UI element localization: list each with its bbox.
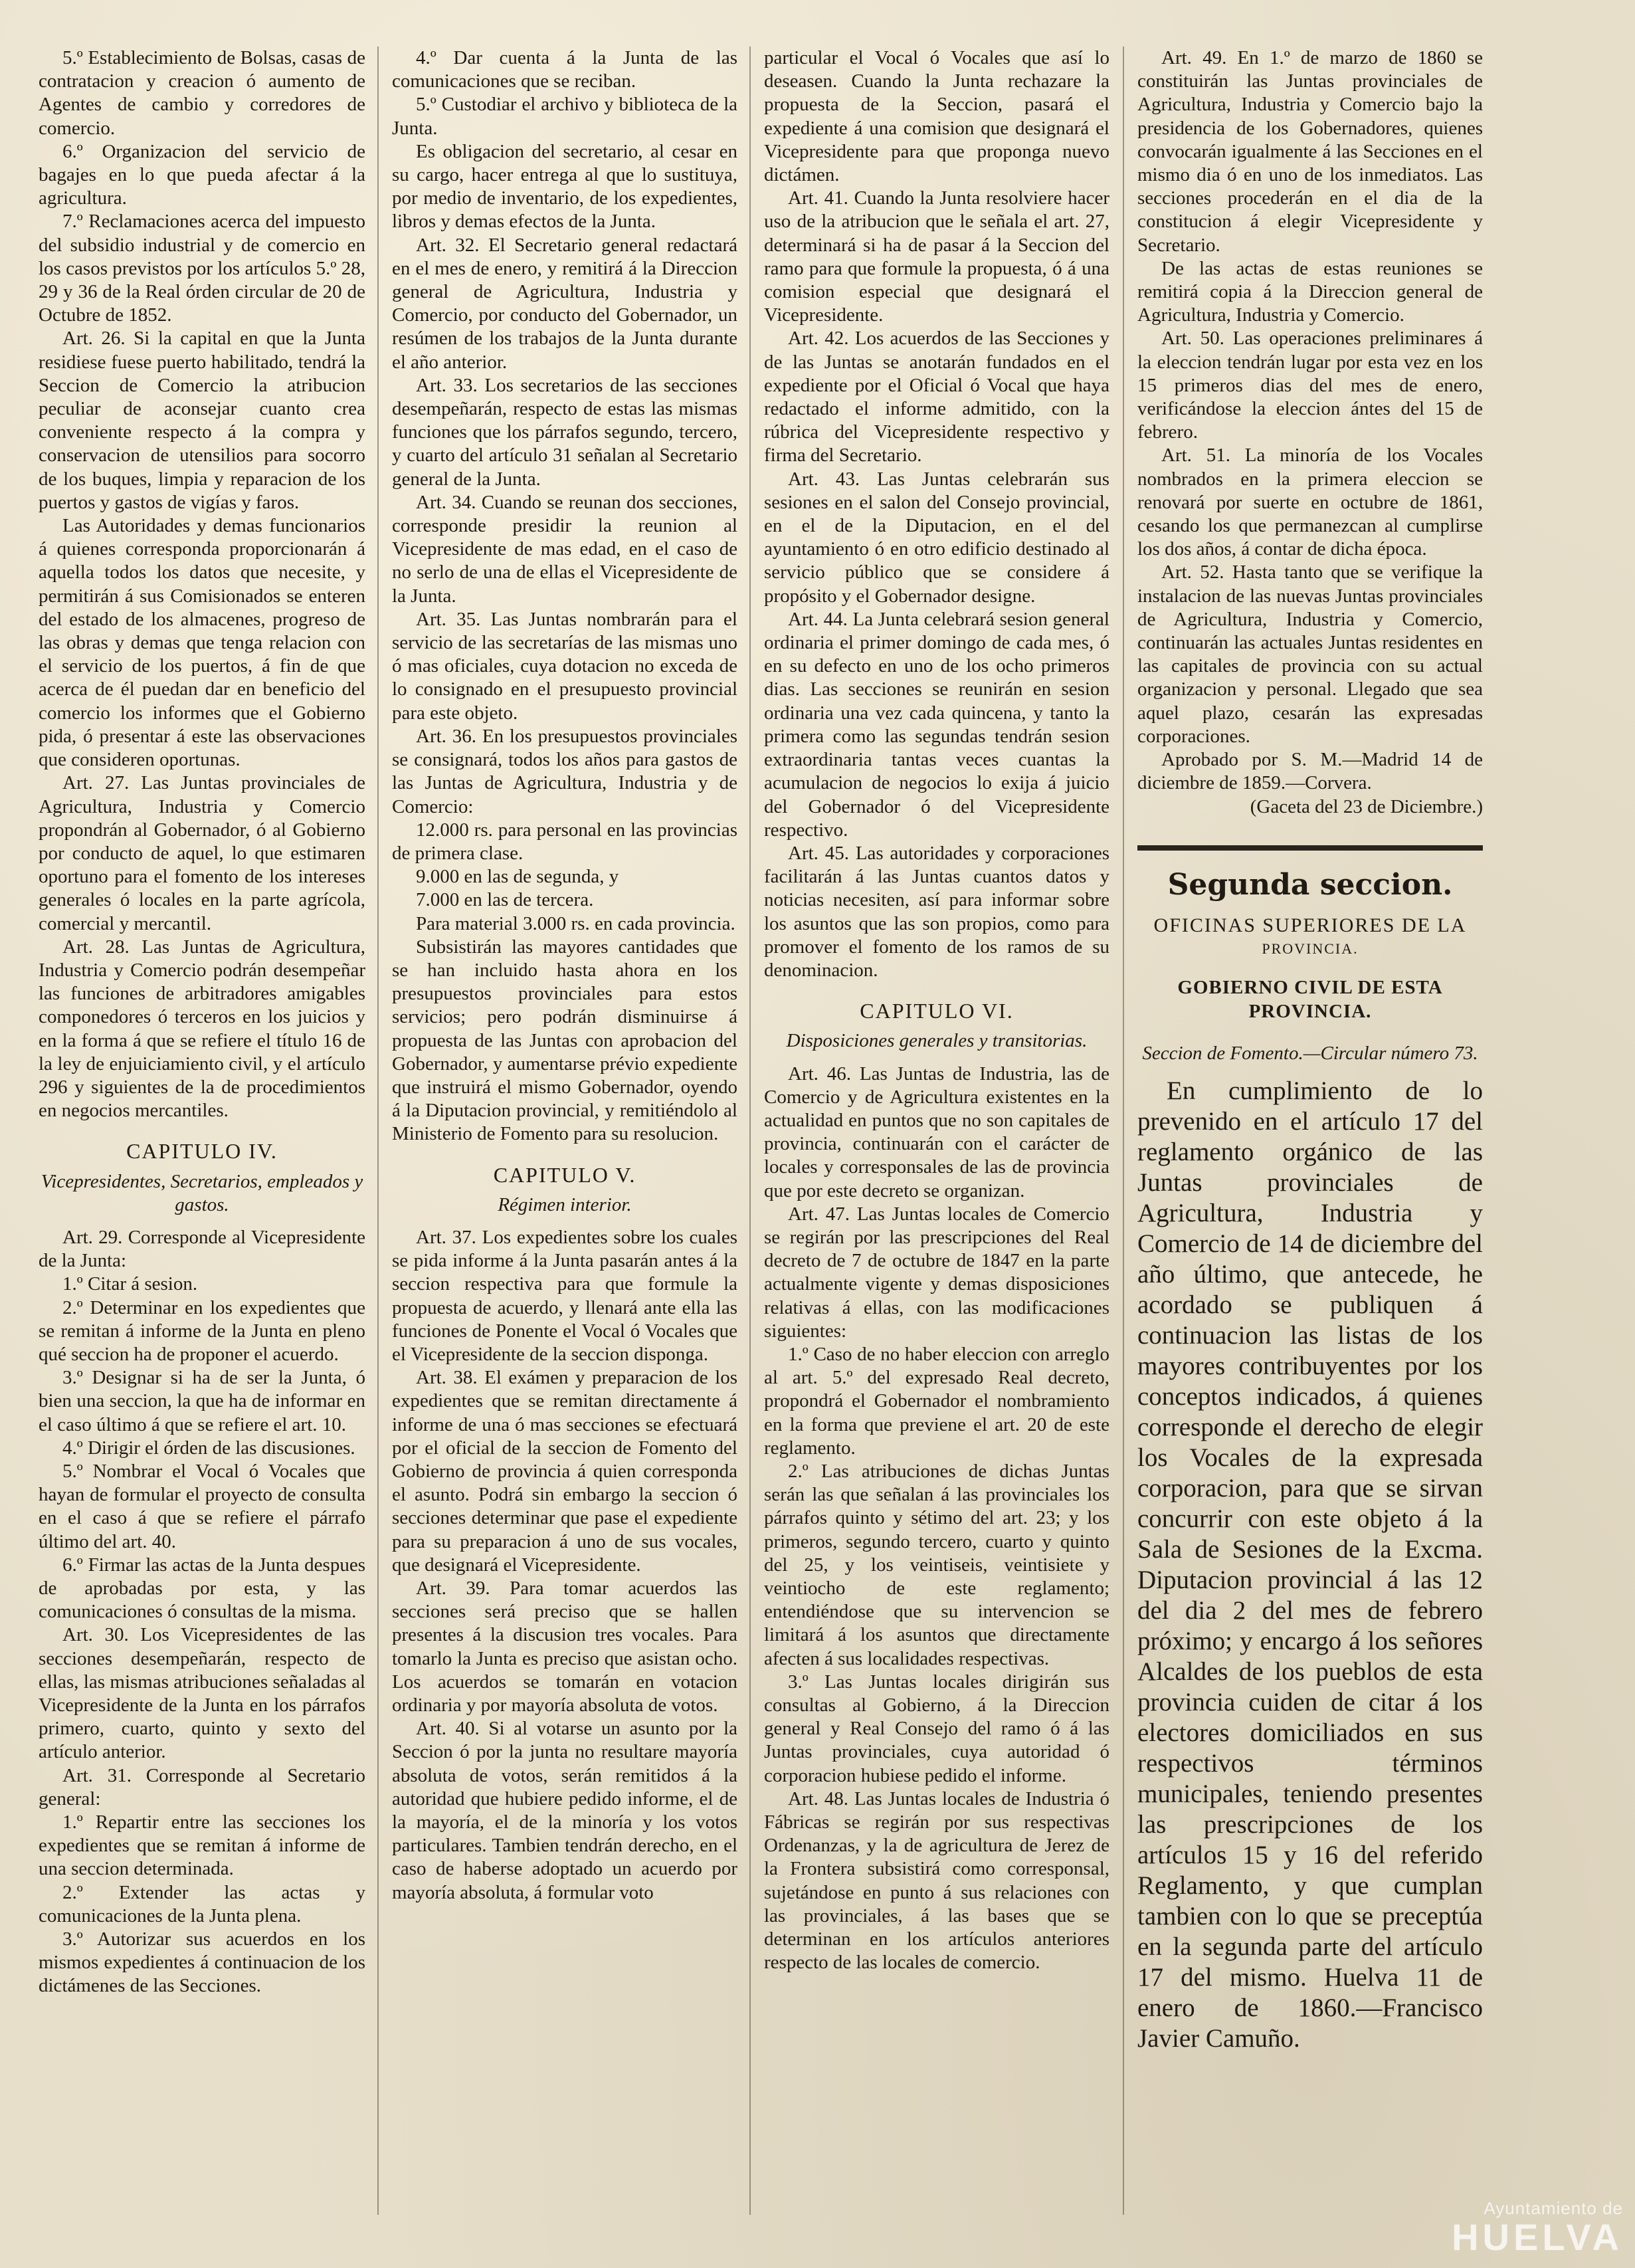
paragraph: 7.º Reclamaciones acerca del impuesto del subsidio industrial y de comercio en los casos previstos por los artículos 5.º 28, 29 y 36 de la Real órden circular de 20 de Octubre de 1852. [39, 211, 365, 326]
paragraph: 5.º Establecimiento de Bolsas, casas de contratacion y creacion ó aumento de Agentes de cambio y corredores de comercio. [39, 47, 365, 139]
paragraph: 4.º Dar cuenta á la Junta de las comunicaciones que se reciban. [392, 47, 737, 92]
paragraph: 2.º Determinar en los expedientes que se remitan á informe de la Junta en pleno qué seccion ha de proponer el acuerdo. [39, 1296, 365, 1365]
paragraph: 3.º Las Juntas locales dirigirán sus consultas al Gobierno, á la Direccion general y Real Consejo del ramo ó á las Juntas provinciales, cuya autoridad ó corporacion hubiese pedido el informe. [764, 1671, 1109, 1786]
paragraph: Para material 3.000 rs. en cada provincia. [416, 912, 735, 934]
column-1 [39, 47, 365, 2241]
column-4 [1137, 47, 1483, 2241]
paragraph: Subsistirán las mayores cantidades que se han incluido hasta ahora en los presupuestos provinciales para estos servicios; pero podrán disminuirse á propuesta de las Juntas con aprobacion del Gobernador, y aumentarse prévio expediente que instruirá el mismo Gobernador, oyendo á la Diputacion provincial, y remitiéndolo al Ministerio de Fomento para su resolucion. [392, 936, 737, 1145]
paragraph: 3.º Designar si ha de ser la Junta, ó bien una seccion, la que ha de informar en el caso último á que se refiere el art. 10. [39, 1367, 365, 1435]
paragraph: Art. 43. Las Juntas celebrarán sus sesiones en el salon del Consejo provincial, en el de la Diputacion, en el del ayuntamiento ó en otro edificio destinado al servicio público que se considere á propósito y el Gobernador designe. [764, 468, 1109, 607]
chapter-title: CAPITULO VI. [860, 999, 1014, 1023]
paragraph: 2.º Extender las actas y comunicaciones de la Junta plena. [39, 1881, 365, 1926]
paragraph: Art. 47. Las Juntas locales de Comercio se regirán por las prescripciones del Real decreto de 7 de octubre de 1847 en la parte actualmente vigente y demas disposiciones relativas á ellas, con las modificaciones siguientes: [764, 1203, 1109, 1342]
paragraph: Art. 36. En los presupuestos provinciales se consignará, todos los años para gastos de las Juntas de Agricultura, Industria y de Comercio: [392, 725, 737, 817]
paragraph: Art. 46. Las Juntas de Industria, las de Comercio y de Agricultura existentes en la actualidad en puntos que no son capitales de provincia, continuarán con el carácter de locales y corresponsales de las de provincia que por este decreto se organizan. [764, 1063, 1109, 1201]
paragraph: Art. 33. Los secretarios de las secciones desempeñarán, respecto de estas las mismas funciones que los párrafos segundo, tercero, y cuarto del artículo 31 señalan al Secretario general de la Junta. [392, 374, 737, 490]
paragraph: Es obligacion del secretario, al cesar en su cargo, hacer entrega al que lo sustituya, por medio de inventario, de los expedientes, libros y demas efectos de la Junta. [392, 140, 737, 233]
paragraph: Art. 27. Las Juntas provinciales de Agricultura, Industria y Comercio propondrán al Gobernador, ó al Gobierno por conducto de aquel, lo que estimaren oportuno para el fomento de los intereses generales ó locales en la parte agrícola, comercial y mercantil. [39, 772, 365, 934]
paragraph: particular el Vocal ó Vocales que así lo deseasen. Cuando la Junta rechazare la propuesta de la Seccion, pasará el expediente á una comision que designará el Vicepresidente para que proponga nuevo dictámen. [764, 47, 1109, 186]
paragraph: Art. 52. Hasta tanto que se verifique la instalacion de las nuevas Juntas provinciales de Agricultura, Industria y Comercio, continuarán las actuales Juntas residentes en las capitales de provincia con su actual organizacion y personal. Llegado que sea aquel plazo, cesarán las expresadas corporaciones. [1137, 562, 1483, 747]
paragraph: 6.º Organizacion del servicio de bagajes en lo que pueda afectar á la agricultura. [39, 140, 365, 209]
chapter-title: CAPITULO IV. [126, 1139, 278, 1164]
paragraph: Art. 39. Para tomar acuerdos las secciones será preciso que se hallen presentes á la discusion tres vocales. Para tomarlo la Junta es preciso que asistan ocho. Los acuerdos se tomarán en votacion ordinaria y por mayoría absoluta de votos. [392, 1578, 737, 1716]
paragraph: De las actas de estas reuniones se remitirá copia á la Direccion general de Agricultura, Industria y Comercio. [1137, 257, 1483, 326]
paragraph: Art. 34. Cuando se reunan dos secciones, corresponde presidir la reunion al Vicepresidente de mas edad, en el caso de no serlo de una de ellas el Vicepresidente de la Junta. [392, 491, 737, 607]
section-divider [1137, 845, 1483, 851]
column-rule [377, 47, 379, 2215]
paragraph: Art. 50. Las operaciones preliminares á la eleccion tendrán lugar por esta vez en los 15 primeros dias del mes de enero, verificándose la eleccion ántes del 15 de febrero. [1137, 328, 1483, 443]
office-heading: OFICINAS SUPERIORES DE LA [1153, 914, 1467, 936]
paragraph: 4.º Dirigir el órden de las discusiones. [62, 1437, 355, 1459]
column-2 [392, 47, 737, 2241]
paragraph: 5.º Custodiar el archivo y biblioteca de la Junta. [392, 94, 737, 139]
paragraph: Art. 49. En 1.º de marzo de 1860 se constituirán las Juntas provinciales de Agricultura, Industria y Comercio bajo la presidencia de los Gobernadores, quienes convocarán igualmente á las Secciones en el mismo dia ó en uno de los inmediatos. Las secciones procederán en el dia de la constitucion á elegir Vicepresidente y Secretario. [1137, 47, 1483, 256]
paragraph: 1.º Citar á sesion. [62, 1273, 198, 1295]
paragraph: Art. 45. Las autoridades y corporaciones facilitarán á las Juntas cuantos datos y noticias necesiten, así para informar sobre los asuntos que las son propios, como para promover el fomento de los ramos de su denominacion. [764, 842, 1109, 981]
paragraph: Aprobado por S. M.—Madrid 14 de diciembre de 1859.—Corvera. [1137, 749, 1483, 794]
chapter-subtitle: Disposiciones generales y transitorias. [786, 1030, 1088, 1052]
paragraph: Art. 35. Las Juntas nombrarán para el servicio de las secretarías de las mismas uno ó mas oficiales, cuya dotacion no exceda de lo consignado en el presupuesto provincial para este objeto. [392, 608, 737, 724]
chapter-subtitle: Régimen interior. [498, 1193, 632, 1215]
chapter-subtitle: Vicepresidentes, Secretarios, empleados y gastos. [41, 1170, 363, 1215]
paragraph: 1.º Repartir entre las secciones los expedientes que se remitan á informe de una seccion determinada. [39, 1811, 365, 1880]
paragraph: Las Autoridades y demas funcionarios á quienes corresponda proporcionarán á aquella todos los datos que necesite, y permitirán á sus Comisionados se enteren del estado de los almacenes, progreso de las obras y demas que tenga relacion con el servicio de los puertos, á fin de que acerca de él puedan dar en beneficio del comercio los informes que el Gobierno pida, ó presentar á este las observaciones que consideren oportunas. [39, 515, 365, 771]
paragraph: Art. 28. Las Juntas de Agricultura, Industria y Comercio podrán desempeñar las funciones de arbitradores amigables componedores ó terceros en los juicios y en la forma á que se refiere el título 16 de la ley de enjuiciamiento civil, y el artículo 296 y siguientes de la de procedimientos en negocios mercantiles. [39, 936, 365, 1122]
circular-heading: Seccion de Fomento.—Circular número 73. [1142, 1042, 1478, 1064]
paragraph: Art. 32. El Secretario general redactará en el mes de enero, y remitirá á la Direccion general de Agricultura, Industria y Comercio, por conducto del Gobernador, un resúmen de los trabajos de la Junta durante el año anterior. [392, 234, 737, 373]
watermark-line-2: HUELVA [1452, 2216, 1623, 2258]
circular-text: En cumplimiento de lo prevenido en el artículo 17 del reglamento orgánico de las Juntas provinciales de Agricultura, Industria y Comercio de 14 de diciembre del año último, que antecede, he acordado se publiquen á continuacion las listas de los mayores contribuyentes por los conceptos indicados, á quienes corresponde el derecho de elegir los Vocales de la expresada corporacion, para que se sirvan concurrir con este objeto á la Sala de Sesiones de la Excma. Diputacion provincial á las 12 del dia 2 del mes de febrero próximo; y encargo á los señores Alcaldes de los pueblos de esta provincia cuiden de citar á los electores domiciliados en sus respectivos términos municipales, teniendo presentes las prescripciones de los artículos 15 y 16 del referido Reglamento, y que cumplan tambien con lo que se preceptúa en la segunda parte del artículo 17 del mismo. Huelva 11 de enero de 1860.—Francisco Javier Camuño. [1137, 1076, 1483, 2053]
paragraph: 3.º Autorizar sus acuerdos en los mismos expedientes á continuacion de los dictámenes de las Secciones. [39, 1928, 365, 1997]
paragraph: 5.º Nombrar el Vocal ó Vocales que hayan de formular el proyecto de consulta en el caso á que se refiere el párrafo último del art. 40. [39, 1460, 365, 1552]
paragraph: Art. 38. El exámen y preparacion de los expedientes que se remitan directamente á informe de una ó mas secciones se efectuará por el oficial de la seccion de Fomento del Gobierno de provincia á quien corresponda el asunto. Podrá sin embargo la seccion ó secciones determinar que pase el expediente para su preparacion á uno de sus vocales, que designará el Vicepresidente. [392, 1367, 737, 1576]
watermark-line-1: Ayuntamiento de [1484, 2198, 1623, 2218]
paragraph: 7.000 en las de tercera. [416, 889, 594, 911]
archive-watermark [1452, 2198, 1623, 2256]
paragraph: Art. 30. Los Vicepresidentes de las secciones desempeñarán, respecto de ellas, las mismas atribuciones señaladas al Vicepresidente de la Junta en los párrafos primero, cuarto, quinto y sexto del artículo anterior. [39, 1624, 365, 1763]
paragraph: Art. 44. La Junta celebrará sesion general ordinaria el primer domingo de cada mes, ó en su defecto en uno de los ocho primeros dias. Las secciones se reunirán en sesion ordinaria una vez cada quincena, y tanto la primera como las segundas tendrán sesion extraordinaria tantas veces cuantas la acumulacion de negocios lo exija á juicio del Gobernador ó del Vicepresidente respectivo. [764, 608, 1109, 841]
gazette-reference: (Gaceta del 23 de Diciembre.) [1250, 795, 1483, 817]
government-heading: GOBIERNO CIVIL DE ESTA PROVINCIA. [1177, 977, 1443, 1022]
chapter-title: CAPITULO V. [493, 1162, 636, 1187]
office-heading-sub: PROVINCIA. [1262, 940, 1359, 958]
paragraph: Art. 31. Corresponde al Secretario general: [39, 1764, 365, 1809]
column-rule [749, 47, 751, 2215]
paragraph: Art. 29. Corresponde al Vicepresidente de la Junta: [39, 1226, 365, 1272]
paragraph: 12.000 rs. para personal en las provincias de primera clase. [392, 819, 737, 864]
paragraph: 1.º Caso de no haber eleccion con arreglo al art. 5.º del expresado Real decreto, propondrá el Gobernador el nombramiento en la forma que previene el art. 20 de este reglamento. [764, 1343, 1109, 1459]
paragraph: Art. 40. Si al votarse un asunto por la Seccion ó por la junta no resultare mayoría absoluta de votos, serán remitidos á la autoridad que hubiere pedido informe, el de la mayoría, el de la minoría y los votos particulares. Tambien tendrán derecho, en el caso de haberse adoptado un acuerdo por mayoría absoluta, á formular voto [392, 1718, 737, 1903]
paragraph: Art. 41. Cuando la Junta resolviere hacer uso de la atribucion que le señala el art. 27, determinará si ha de pasar á la Seccion del ramo para que formule la propuesta, ó á una comision especial que designará el Vicepresidente. [764, 187, 1109, 326]
paragraph: Art. 42. Los acuerdos de las Secciones y de las Juntas se anotarán fundados en el expediente por el Oficial ó Vocal que haya redactado el informe admitido, con la rúbrica del Vicepresidente respectivo y firma del Secretario. [764, 328, 1109, 466]
paragraph: Art. 51. La minoría de los Vocales nombrados en la primera eleccion se renovará por suerte en octubre de 1861, cesando los que permanezcan al cumplirse los dos años, á contar de dicha época. [1137, 445, 1483, 560]
paragraph: 2.º Las atribuciones de dichas Juntas serán las que señalan á las provinciales los párrafos quinto y sétimo del art. 23; y los primeros, segundo tercero, cuarto y quinto del 25, y los veintiseis, veintisiete y veintiocho de este reglamento; entendiéndose que su intervencion se limitará á los asuntos que directamente afecten á sus localidades respectivas. [764, 1460, 1109, 1669]
paragraph: Art. 48. Las Juntas locales de Industria ó Fábricas se regirán por sus respectivas Ordenanzas, y la de agricultura de Jerez de la Frontera subsistirá como corresponsal, sujetándose en punto á sus relaciones con las provinciales, á las bases que se determinan en los artículos anteriores respecto de las locales de comercio. [764, 1788, 1109, 1974]
column-3 [764, 47, 1109, 2241]
section-title: Segunda seccion. [1167, 867, 1453, 902]
paragraph: 6.º Firmar las actas de la Junta despues de aprobadas por esta, y las comunicaciones ó consultas de la misma. [39, 1554, 365, 1623]
paragraph: Art. 26. Si la capital en que la Junta residiese fuese puerto habilitado, tendrá la Seccion de Comercio la atribucion peculiar de aconsejar cuanto crea conveniente respecto á la compra y conservacion de utensilios para socorro de los buques, limpia y reparacion de los puertos y gastos de vigías y faros. [39, 328, 365, 513]
paragraph: 9.000 en las de segunda, y [416, 866, 619, 888]
column-rule [1123, 47, 1124, 2215]
paragraph: Art. 37. Los expedientes sobre los cuales se pida informe á la Junta pasarán antes á la seccion respectiva para que formule la propuesta de acuerdo, y llenará ante ella las funciones de Ponente el Vocal ó Vocales que el Vicepresidente de la seccion disponga. [392, 1226, 737, 1365]
